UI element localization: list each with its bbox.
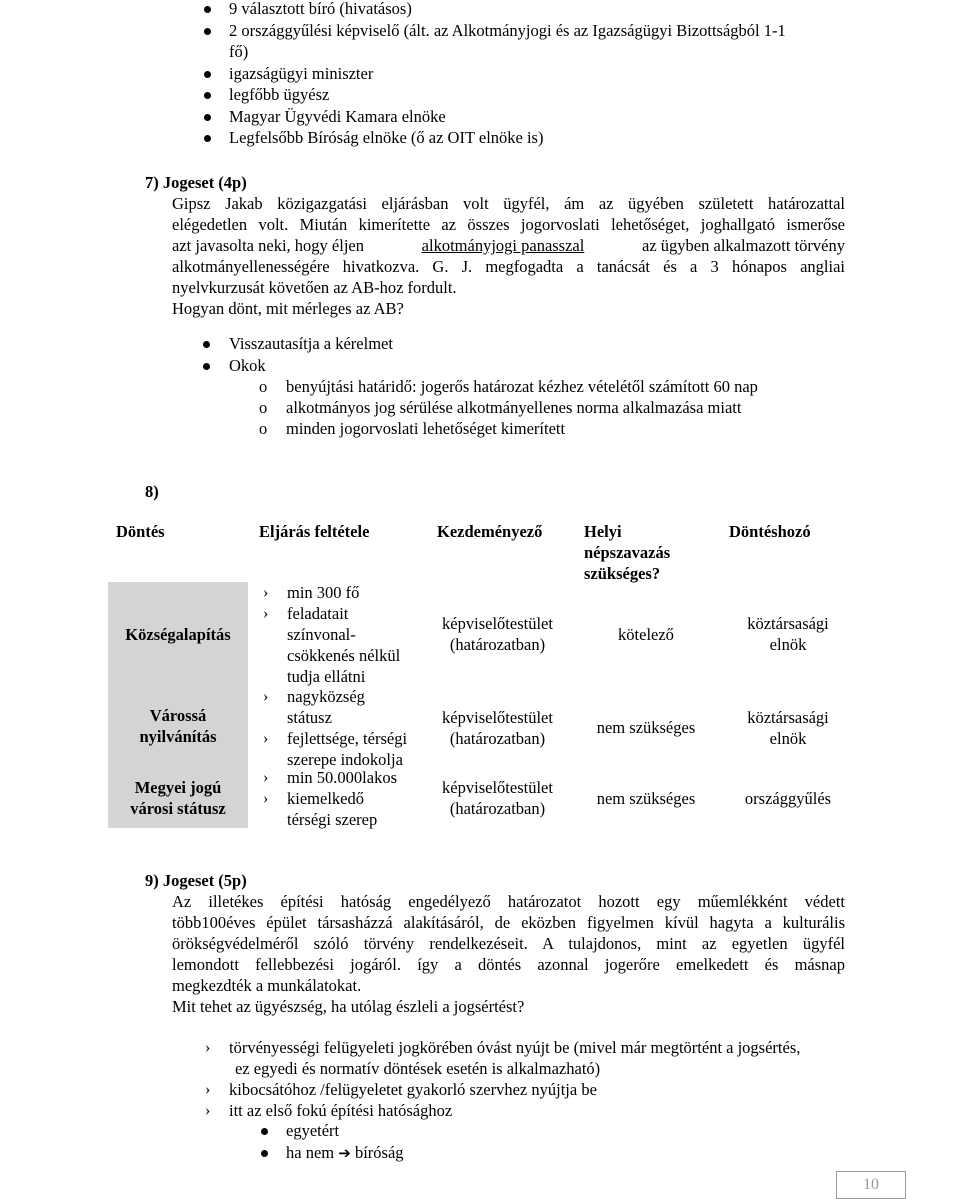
- question-9-title: 9) Jogeset (5p): [145, 871, 247, 890]
- decider: országgyűlés: [744, 789, 832, 808]
- table-header-decider: Döntéshozó: [729, 522, 811, 541]
- sub-list-item: minden jogorvoslati lehetőséget kimerített: [286, 419, 566, 438]
- sub-bullet-icon: o: [259, 398, 268, 417]
- answer-item: törvényességi felügyeleti jogkörében óvást nyújt be (mivel már megtörtént a jogsértés,: [229, 1038, 801, 1057]
- chevron-right-icon: ›: [263, 730, 269, 747]
- bullet-icon: [204, 28, 211, 35]
- sub-list-item: alkotmányos jog sérülése alkotmányellenes norma alkalmazása miatt: [286, 398, 742, 417]
- table-header-condition: Eljárás feltétele: [259, 522, 370, 541]
- list-item: Visszautasítja a kérelmet: [229, 334, 393, 353]
- chevron-right-icon: ›: [205, 1039, 211, 1056]
- condition-item: feladatait: [287, 604, 349, 623]
- chevron-right-icon: ›: [263, 605, 269, 622]
- q7-paragraph-line: alkotmányellenességére hivatkozva. G. J. megfogadta a tanácsát és a 3 hónapos angliai: [172, 257, 845, 276]
- condition-item-continuation: csökkenés nélkül: [287, 646, 401, 665]
- question-8-title: 8): [145, 482, 159, 501]
- bullet-icon: [204, 92, 211, 99]
- q7-underlined-text: alkotmányjogi panasszal: [421, 236, 585, 255]
- sub-list-item: egyetért: [286, 1121, 340, 1140]
- initiator: képviselőtestület: [442, 614, 553, 633]
- condition-item-continuation: státusz: [287, 708, 332, 727]
- condition-item: nagyközség: [287, 687, 365, 706]
- list-item-continuation: fő): [229, 42, 249, 61]
- row-name: Várossá: [149, 706, 207, 725]
- sub-list-item: [286, 1142, 404, 1165]
- table-header-decision: Döntés: [116, 522, 165, 541]
- table-header-referendum: Helyi: [584, 522, 622, 541]
- referendum-required: kötelező: [618, 625, 674, 644]
- list-item: Magyar Ügyvédi Kamara elnöke: [229, 107, 446, 126]
- bullet-icon: [204, 6, 211, 13]
- chevron-right-icon: ›: [263, 584, 269, 601]
- list-item: 2 országgyűlési képviselő (ált. az Alkotmányjogi és az Igazságügyi Bizottságból 1-1: [229, 21, 786, 40]
- sub-bullet-icon: o: [259, 377, 268, 396]
- q7-text: azt javasolta neki, hogy éljen: [172, 236, 364, 255]
- answer-item-continuation: ez egyedi és normatív döntések esetén is alkalmazható): [235, 1059, 601, 1078]
- condition-item: min 50.000lakos: [287, 768, 397, 787]
- row-name: városi státusz: [130, 799, 226, 818]
- list-item: 9 választott bíró (hivatásos): [229, 0, 412, 18]
- condition-item-continuation: térségi szerep: [287, 810, 378, 829]
- bullet-icon: [261, 1150, 268, 1157]
- bullet-icon: [261, 1128, 268, 1135]
- table-header-referendum: szükséges?: [584, 564, 661, 583]
- list-item: igazságügyi miniszter: [229, 64, 374, 83]
- q9-paragraph-line: lemondott fellebbezési jogáról. így a döntés azonnal jogerőre emelkedett és másnap: [172, 955, 845, 974]
- arrow-right-icon: ➔: [338, 1144, 351, 1162]
- q9-paragraph-line: megkezdték a munkálatokat.: [172, 976, 362, 995]
- list-item: legfőbb ügyész: [229, 85, 330, 104]
- chevron-right-icon: ›: [263, 769, 269, 786]
- bullet-icon: [203, 341, 210, 348]
- q7-paragraph-line: elégedetlen volt. Miután kimerítette az összes jogorvoslati lehetőséget, joghallgató ismerőse: [172, 215, 845, 234]
- q9-paragraph-line: több100éves épület társasházzá alakításáról, de eközben figyelmen kívül hagyta a kulturális: [172, 913, 845, 932]
- list-item: Okok: [229, 356, 266, 375]
- initiator: (határozatban): [449, 635, 546, 654]
- initiator: (határozatban): [449, 799, 546, 818]
- initiator: képviselőtestület: [442, 778, 553, 797]
- initiator: (határozatban): [449, 729, 546, 748]
- table-header-initiator: Kezdeményező: [437, 522, 543, 541]
- q7-paragraph-line: nyelvkurzusát követően az AB-hoz fordult.: [172, 278, 457, 297]
- answer-item: kibocsátóhoz /felügyeletet gyakorló szervhez nyújtja be: [229, 1080, 597, 1099]
- q7-paragraph-line: [172, 235, 845, 257]
- row-name: Megyei jogú: [134, 778, 222, 797]
- condition-item-continuation: tudja ellátni: [287, 667, 366, 686]
- chevron-right-icon: ›: [205, 1081, 211, 1098]
- chevron-right-icon: ›: [205, 1102, 211, 1119]
- bullet-icon: [203, 363, 210, 370]
- q9-paragraph-line: örökségvédelméről szóló törvény rendelkezéseit. A tulajdonos, mint az egyetlen ügyfél: [172, 934, 845, 953]
- bullet-icon: [204, 114, 211, 121]
- q7-text: az ügyben alkalmazott törvény: [642, 236, 845, 255]
- q9-question: Mit tehet az ügyészség, ha utólag észleli a jogsértést?: [172, 997, 525, 1016]
- referendum-required: nem szükséges: [596, 789, 696, 808]
- condition-item-continuation: szerepe indokolja: [287, 750, 403, 769]
- row-name: nyilvánítás: [139, 727, 217, 746]
- condition-item: kiemelkedő: [287, 789, 364, 808]
- answer-item: itt az első fokú építési hatósághoz: [229, 1101, 453, 1120]
- sub-bullet-icon: o: [259, 419, 268, 438]
- condition-item-continuation: színvonal-: [287, 625, 356, 644]
- question-7-title: 7) Jogeset (4p): [145, 173, 247, 192]
- bullet-icon: [204, 71, 211, 78]
- bullet-icon: [204, 135, 211, 142]
- sub-list-text: ha nem: [286, 1143, 335, 1162]
- list-item: Legfelsőbb Bíróság elnöke (ő az OIT elnöke is): [229, 128, 544, 147]
- initiator: képviselőtestület: [442, 708, 553, 727]
- sub-list-item: benyújtási határidő: jogerős határozat kézhez vételétől számított 60 nap: [286, 377, 758, 396]
- referendum-required: nem szükséges: [596, 718, 696, 737]
- condition-item: fejlettsége, térségi: [287, 729, 408, 748]
- q7-question: Hogyan dönt, mit mérleges az AB?: [172, 299, 404, 318]
- table-header-referendum: népszavazás: [584, 543, 671, 562]
- sub-list-text: bíróság: [354, 1143, 404, 1162]
- row-name: Községalapítás: [125, 625, 231, 644]
- decider: köztársasági: [747, 708, 829, 727]
- decider: elnök: [769, 635, 807, 654]
- condition-item: min 300 fő: [287, 583, 360, 602]
- decider: elnök: [769, 729, 807, 748]
- page-number: 10: [836, 1171, 906, 1199]
- chevron-right-icon: ›: [263, 688, 269, 705]
- q7-paragraph-line: Gipsz Jakab közigazgatási eljárásban volt ügyfél, ám az ügyében született határozattal: [172, 194, 845, 213]
- q9-paragraph-line: Az illetékes építési hatóság engedélyező határozatot hozott egy műemlékként védett: [172, 892, 845, 911]
- chevron-right-icon: ›: [263, 790, 269, 807]
- decider: köztársasági: [747, 614, 829, 633]
